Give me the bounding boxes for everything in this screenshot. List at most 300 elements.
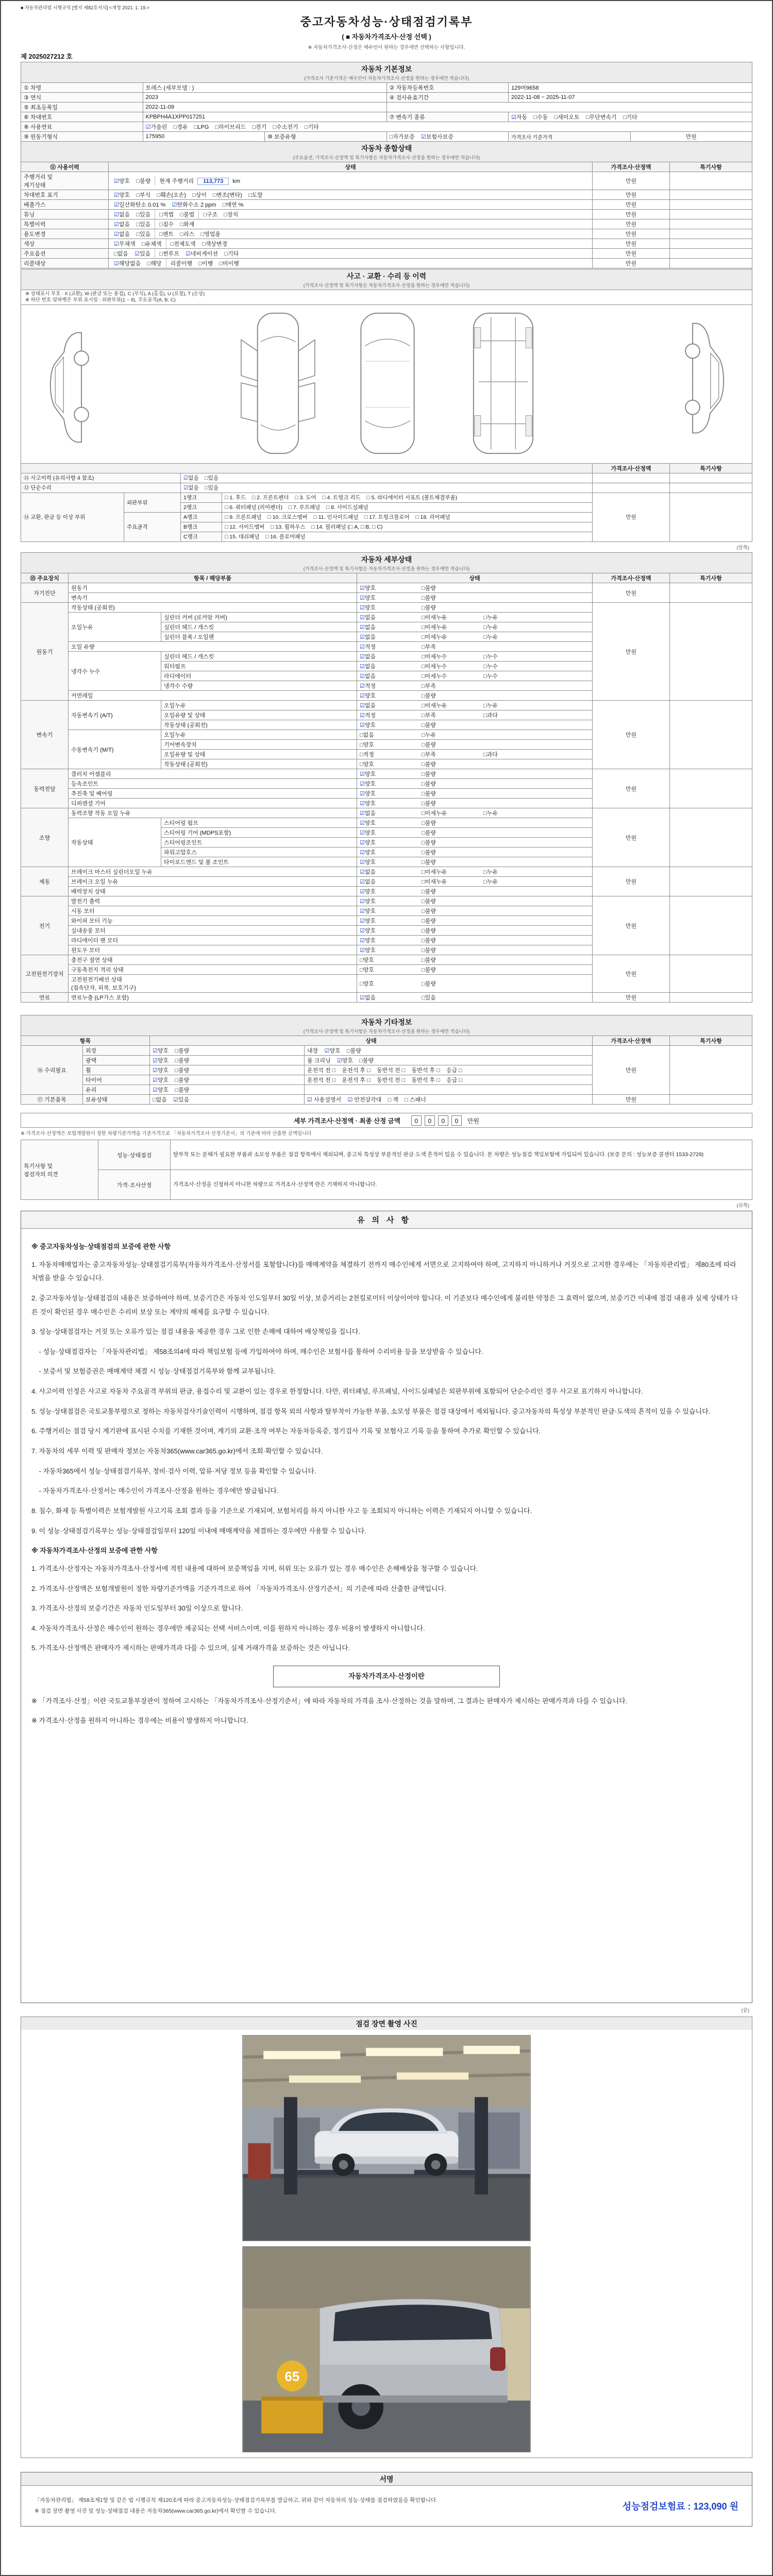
state-cell: ☑무채색 □유채색 □전체도색 □색상변경 — [109, 239, 593, 249]
part-label: 실린더 블록 / 오일팬 — [161, 632, 357, 642]
notice-item: 2. 가격조사·산정액은 보험개발원이 정한 차량기준가액을 기준가격으로 하여 「자동차가격조사·산정기준서」의 기준에 따라 산출한 금액입니다. — [31, 1584, 446, 1592]
state-cell: ☑양호 □불량 — [357, 906, 593, 916]
item-group-label: 냉각수 누수 — [69, 652, 161, 691]
device-label: 변속기 — [21, 701, 69, 769]
overall-col-price: 가격조사·산정액 — [593, 162, 670, 172]
basic-items-label: ⑰ 기본품목 — [21, 1095, 83, 1105]
overall-row — [21, 239, 752, 249]
page-marker-front: (앞쪽) — [736, 545, 749, 551]
table-row — [21, 122, 752, 132]
part-label: 기어변속장치 — [161, 740, 357, 750]
item-label: 윈도우 모터 — [69, 945, 357, 955]
detail-row — [21, 769, 752, 779]
overall-row — [21, 172, 752, 190]
part-label: 타이로드엔드 및 볼 조인트 — [161, 857, 357, 867]
accident-col-price: 가격조사·산정액 — [593, 463, 670, 473]
document-title-note: ※ 자동차가격조사·산정은 매수인이 원하는 경우에만 선택하는 사항입니다. — [308, 45, 465, 50]
detail-col-item: 항목 / 해당부품 — [69, 573, 357, 583]
inspection-photo-underbody — [242, 2246, 531, 2452]
rank-name: 2랭크 — [181, 502, 222, 512]
price-unit-cell: 만원 — [593, 249, 670, 259]
main-frame-label: 주요골격 — [124, 512, 181, 541]
pricing-table — [21, 1113, 752, 1128]
state-cell: ☑없음 □있음 □적법 □불법 □구조 □장치 — [109, 210, 593, 219]
insurance-premium — [623, 2499, 738, 2513]
detail-header — [21, 552, 752, 573]
notice-item: 8. 침수, 화재 등 특별이력은 보험개발원 사고기록 조회 결과 등을 기준으로 기재되며, 보험처리를 하지 아니한 사고 등 조회되지 아니하는 이력은 기재되지 아니할 수 있습니다. — [31, 1506, 532, 1515]
state-cell: ☑양호 □불량 — [357, 838, 593, 848]
accident-history-label: ⑫ 사고이력 (유의사항 4 참조) — [21, 473, 181, 483]
item-label: 충전구 절연 상태 — [69, 955, 357, 965]
repair-needed-label: ⑯ 수리필요 — [21, 1046, 83, 1095]
part-label: 실린더 헤드 / 개스킷 — [161, 652, 357, 662]
price-unit-cell: 만원 — [593, 701, 670, 769]
state-cell: ☑양호 □불량 — [357, 593, 593, 603]
part-label: 작동상태 (공회전) — [161, 720, 357, 730]
price-digit: 0 — [438, 1115, 448, 1126]
note-cell — [670, 867, 752, 896]
price-digit: 0 — [411, 1115, 422, 1126]
etc-item-label: 타이어 — [83, 1075, 150, 1085]
opinion-text: 탈부착 또는 분해가 필요한 부품과 소모성 부품은 점검 항목에서 제외되며, 중고차 특성상 부분적인 판금·도색 흔적이 있을 수 있습니다. 본 차량은 성능점검 책임보험에 가입되어 있습니다. (보증 문의 : 성능보증 콜센터 1533-2729) — [171, 1140, 752, 1170]
overall-row — [21, 210, 752, 219]
basic-value-first-registration: 2022-11-09 — [143, 103, 386, 112]
price-unit-cell: 만원 — [593, 493, 670, 541]
signature-statement-2: ※ 점검 장면 촬영 사진 및 성능·상태점검 내용은 자동차365(www.car365.go.kr)에서 확인할 수 있습니다. — [35, 2508, 277, 2514]
device-label: 제동 — [21, 867, 69, 896]
price-unit-cell: 만원 — [593, 229, 670, 239]
notice-item: - 자동차가격조사·산정서는 매수인이 가격조사·산정을 원하는 경우에만 발급됩니다. — [31, 1487, 279, 1495]
state-cell: ☑양호 □불량 현재 주행거리 113,773 km — [109, 172, 593, 190]
notice-item: - 보증서 및 보험증권은 매매계약 체결 시 성능·상태점검기록부와 함께 교부됩니다. — [31, 1367, 276, 1376]
rank-name: 1랭크 — [181, 493, 222, 502]
extra-cell: ☑ 사용설명서 ☑ 안전삼각대 □ 잭 □ 스패너 — [305, 1095, 593, 1105]
state-cell: ☑양호 □불량 — [150, 1075, 305, 1085]
table-header-row — [21, 1036, 752, 1046]
state-cell: □양호 □불량 — [357, 955, 593, 965]
accident-title: 사고 · 교환 · 수리 등 이력 — [346, 272, 427, 280]
part-label: 워터펌프 — [161, 662, 357, 671]
device-label: 연료 — [21, 993, 69, 1003]
basic-value-fuel: ☑가솔린 □경유 □LPG □하이브리드 □전기 □수소전기 □기타 — [143, 122, 752, 132]
state-cell: ☑없음 □미세누유 □누유 — [357, 808, 593, 818]
basic-label-first-registration: ⑤ 최초등록일 — [21, 103, 143, 112]
item-group-label: 자동변속기 (A/T) — [69, 701, 161, 730]
note-cell — [670, 259, 752, 268]
state-cell: ☑없음 □미세누유 □누유 — [357, 622, 593, 632]
table-row — [21, 83, 752, 93]
part-label: 작동상태 (공회전) — [161, 759, 357, 769]
state-cell: ☑없음 □미세누유 □누유 — [357, 701, 593, 710]
basic-label-inspection-period: ④ 검사유효기간 — [386, 93, 509, 103]
overall-title: 자동차 종합상태 — [361, 144, 412, 152]
notice-item: 4. 사고이력 인정은 사고로 자동차 주요골격 부위의 판금, 용접수리 및 교환이 있는 경우로 한정합니다. 다만, 쿼터패널, 루프패널, 사이드실패널은 외판부위에 포함되어 단순수리인 경우 사고로 표기하지 아니합니다. — [31, 1387, 643, 1396]
state-cell: ☑해당없음 □해당 리콜이행 □이행 □미이행 — [109, 259, 593, 268]
photo-area — [21, 2030, 752, 2458]
accident-table — [21, 463, 752, 542]
basic-info-table — [21, 82, 752, 142]
use-history-label: 배출가스 — [21, 200, 109, 210]
state-cell: □양호 □불량 — [357, 759, 593, 769]
device-label: 자기진단 — [21, 583, 69, 603]
note-cell — [670, 993, 752, 1003]
part-label: 라디에이터 — [161, 671, 357, 681]
etc-col-item: 항목 — [21, 1036, 150, 1046]
price-unit-cell: 만원 — [593, 993, 670, 1003]
overall-note: (주요옵션, 가격조사·산정액 및 특기사항은 자동차가격조사·산정을 원하는 경우에만 적습니다) — [293, 155, 480, 160]
rank-items: □ 9. 프론트패널 □ 10. 크로스멤버 □ 11. 인사이드패널 □ 17. 트렁크플로어 □ 18. 리어패널 — [222, 512, 593, 522]
state-cell: ☑적정 □부족 — [357, 642, 593, 652]
photos-title: 점검 장면 촬영 사진 — [356, 2020, 417, 2028]
basic-empty-cell — [386, 103, 752, 112]
part-label: 스티어링 펌프 — [161, 818, 357, 828]
car-underbody-view — [474, 313, 533, 453]
part-label: 오일유량 및 상태 — [161, 750, 357, 759]
section-signature — [21, 2472, 752, 2527]
rank-name: B랭크 — [181, 522, 222, 532]
detail-title: 자동차 세부상태 — [361, 555, 412, 564]
item-label: 추진축 및 베어링 — [69, 789, 357, 799]
accident-row — [21, 473, 752, 483]
note-cell — [670, 172, 752, 190]
item-label: 등속조인트 — [69, 779, 357, 789]
rank-name: A랭크 — [181, 512, 222, 522]
state-cell: ☑적정 □부족 — [357, 681, 593, 691]
state-cell: ☑양호 □불량 — [357, 603, 593, 613]
etc-item-label: 휠 — [83, 1065, 150, 1075]
item-label: 와이퍼 모터 기능 — [69, 916, 357, 926]
table-row — [21, 112, 752, 122]
notice-item: 6. 주행거리는 점검 당시 계기판에 표시된 수치를 기재한 것이며, 계기의 교환·조작 여부는 자동차등록증, 정기검사 기록 및 보험사고 기록 등을 통하여 추가로 확인할 수 있습니다. — [31, 1427, 541, 1435]
note-cell — [670, 229, 752, 239]
rank-name: C랭크 — [181, 532, 222, 541]
extra-cell: 운전석 전 □ 운전석 후 □ 동반석 전 □ 동반석 후 □ 응급 □ — [305, 1065, 593, 1075]
item-group-label: 작동상태 — [69, 818, 161, 867]
final-price-cell: 세부 가격조사·산정액 · 최종 산정 금액 0 0 0 0 만원 — [21, 1113, 752, 1128]
state-cell: ☑없음 □미세누유 □누유 — [357, 632, 593, 642]
insurance-premium-unit: 원 — [729, 2501, 738, 2512]
note-cell — [670, 701, 752, 769]
photo-underbody-scene — [243, 2247, 530, 2452]
accident-header-row — [21, 463, 752, 473]
notice-item: 3. 가격조사·산정의 보증기간은 자동차 인도일부터 30일 이상으로 합니다. — [31, 1604, 243, 1613]
detail-col-state: 상태 — [357, 573, 593, 583]
device-label: 전기 — [21, 896, 69, 955]
signature-statement-1: 「자동차관리법」 제58조제1항 및 같은 법 시행규칙 제120조에 따라 중고자동차성능·상태점검기록부를 발급하고, 위와 같이 자동차의 성능·상태를 점검하였음을 확인합니다. — [35, 2497, 438, 2503]
overall-row — [21, 219, 752, 229]
photos-header — [21, 2016, 752, 2030]
part-label: 실린더 커버 (로커암 커버) — [161, 613, 357, 622]
rank-items: □ 15. 대쉬패널 □ 16. 플로어패널 — [222, 532, 593, 541]
price-unit-cell: 만원 — [593, 239, 670, 249]
overall-row — [21, 229, 752, 239]
pricing-legend: ※ 가격조사·산정액은 보험개발원이 정한 차량기준가액을 기준가격으로 「자동차가격조사·산정기준서」의 기준에 따라 산출한 금액입니다 — [21, 1131, 312, 1137]
overall-row — [21, 200, 752, 210]
notice-item: 5. 성능·상태점검은 국토교통부령으로 정하는 자동차검사기술인력이 시행하며, 점검 항목 외의 사항과 탈부착이 가능한 부품, 소모성 부품은 점검 대상에서 제외됩니다. 중고자동차의 특성상 부분적인 판금·도색의 흔적이 있을 수 있습니다. — [31, 1407, 711, 1415]
basic-label-fuel: ⑧ 사용연료 — [21, 122, 143, 132]
section-overall-condition — [21, 141, 752, 268]
state-cell: ☑양호 □불량 — [357, 926, 593, 936]
part-label: 오일누유 — [161, 730, 357, 740]
accident-legend-codes: ※ 상태표시 부호 : X (교환), W (판금 또는 용접), C (부식), A (흠집), U (요철), T (손상) — [25, 291, 205, 297]
basic-label-car-name: ① 차명 — [21, 83, 143, 93]
use-history-label: 튜닝 — [21, 210, 109, 219]
accident-legend-zones: ※ 하단 번호·알파벳은 부위 표시임 : 외판부위(1 ~ 8), 주요골격(A, B, C) — [25, 297, 176, 303]
rank-items: □ 6. 쿼터패널 (리어펜더) □ 7. 루프패널 □ 8. 사이드실패널 — [222, 502, 593, 512]
note-cell — [670, 896, 752, 955]
state-cell: ☑적정 □부족 □과다 — [357, 710, 593, 720]
notice-item: 2. 중고자동차성능·상태점검의 내용은 보증하여야 하며, 보증기간은 자동차 인도일부터 30일 이상, 보증거리는 2천킬로미터 이상이어야 합니다. 이 기준보다 매수인에게 불리한 약정은 그 효력이 없으며, 보증기간 이내에 점검 내용과 실제 상태가 다른 것이 확인된 경우 매수인은 수리비 보상 또는 계약의 해제를 요구할 수 있습니다. — [31, 1294, 738, 1316]
part-label: 오일누유 — [161, 701, 357, 710]
document-title-block — [21, 13, 752, 50]
table-row — [21, 132, 752, 142]
opinion-row — [21, 1170, 752, 1200]
detail-col-note: 특기사항 — [670, 573, 752, 583]
page-marker-end: (끝) — [741, 2008, 749, 2013]
notice-heading: 유의사항 — [21, 1211, 752, 1229]
note-cell — [670, 239, 752, 249]
etc-table — [21, 1036, 752, 1105]
use-history-label: 차대번호 표기 — [21, 190, 109, 200]
insurance-premium-value: 123,090 — [693, 2501, 727, 2512]
item-label: 오일 유량 — [69, 642, 357, 652]
etc-note: (가격조사·산정액 및 특기사항은 자동차가격조사·산정을 원하는 경우에만 적습니다) — [303, 1029, 470, 1034]
note-cell — [670, 210, 752, 219]
extra-cell: 운전석 전 □ 운전석 후 □ 동반석 전 □ 동반석 후 □ 응급 □ — [305, 1075, 593, 1085]
state-cell: ☑양호 □불량 — [357, 799, 593, 808]
basic-value-warranty-type: □자가보증 ☑보험사보증 — [386, 132, 509, 142]
price-unit-cell: 만원 — [593, 1046, 670, 1095]
item-label: 시동 모터 — [69, 906, 357, 916]
opinion-section-label: 특기사항 및 점검자의 의견 — [21, 1140, 98, 1200]
state-cell: ☑양호 □불량 — [150, 1065, 305, 1075]
item-label: 동력조향 작동 오일 누유 — [69, 808, 357, 818]
note-cell — [670, 219, 752, 229]
etc-col-note: 특기사항 — [670, 1036, 752, 1046]
price-unit-cell: 만원 — [593, 1095, 670, 1105]
accident-col-note: 특기사항 — [670, 463, 752, 473]
accident-col-spacer — [21, 463, 593, 473]
part-label: 스티어링 기어 (MDPS포함) — [161, 828, 357, 838]
section-inspection-photos — [21, 2016, 752, 2458]
price-unit-cell: 만원 — [593, 190, 670, 200]
document-number: 제 2025027212 호 — [21, 53, 73, 60]
note-cell — [670, 808, 752, 867]
detail-row — [21, 701, 752, 710]
car-diagram-wrap — [21, 304, 752, 463]
price-unit-cell: 만원 — [593, 210, 670, 219]
car-side-right — [685, 324, 724, 433]
panel-rank-row — [21, 493, 752, 502]
note-cell — [670, 769, 752, 808]
state-cell: ☑양호 □불량 — [357, 583, 593, 593]
exchange-section-label: ⑭ 교환, 판금 등 이상 부위 — [21, 493, 124, 541]
basic-value-car-name: 토레스 (세부모델 : ) — [143, 83, 386, 93]
use-history-label: 특별이력 — [21, 219, 109, 229]
note-cell — [670, 1046, 752, 1095]
section-notice — [21, 1211, 752, 2003]
notice-item: ※ 가격조사·산정을 원하지 아니하는 경우에는 비용이 발생하지 아니합니다. — [31, 1717, 248, 1725]
notice-item: 7. 자동차의 세부 이력 및 판매자 정보는 자동차365(www.car365.go.kr)에서 조회·확인할 수 있습니다. — [31, 1447, 323, 1455]
price-unit-cell: 만원 — [593, 808, 670, 867]
overall-row — [21, 190, 752, 200]
etc-col-state: 상태 — [150, 1036, 593, 1046]
part-label: 파워고압호스 — [161, 848, 357, 857]
item-label: 디퍼렌셜 기어 — [69, 799, 357, 808]
car-side-left — [51, 332, 89, 442]
state-cell: ☑양호 □불량 — [357, 789, 593, 799]
item-label: 커먼레일 — [69, 691, 357, 701]
extra-cell: 내장 ☑양호 □불량 — [305, 1046, 593, 1056]
opinion-text: 가격조사·산정을 신청하지 아니한 차량으로 가격조사·산정액 란은 기재하지 아니합니다. — [171, 1170, 752, 1200]
item-label: 고전원전기배선 상태 (접속단자, 피복, 보호기구) — [69, 975, 357, 993]
etc-col-price: 가격조사·산정액 — [593, 1036, 670, 1046]
basic-value-base-price: 만원 — [630, 132, 752, 142]
part-label: 오일유량 및 상태 — [161, 710, 357, 720]
basic-value-plate: 129머9658 — [509, 83, 752, 93]
state-cell: ☑양호 □불량 — [357, 945, 593, 955]
basic-info-note: (가격조사 기준가격은 매수인이 자동차가격조사·산정을 원하는 경우에만 적습니다) — [304, 76, 469, 81]
detail-row — [21, 955, 752, 965]
simple-repair-value: ☑없음 □있음 — [181, 483, 593, 493]
state-cell: ☑양호 □불량 — [357, 896, 593, 906]
car-damage-diagram — [21, 306, 753, 460]
inspection-photo-lift — [242, 2035, 531, 2241]
note-cell — [670, 249, 752, 259]
detail-row — [21, 896, 752, 906]
note-cell — [670, 483, 752, 493]
note-cell — [670, 583, 752, 603]
state-cell: □양호 □불량 — [357, 965, 593, 975]
device-label: 원동기 — [21, 603, 69, 701]
signature-body — [21, 2485, 752, 2526]
accident-history-value: ☑없음 □있음 — [181, 473, 593, 483]
state-cell: ☑양호 □불량 — [150, 1085, 305, 1095]
signature-title: 서명 — [379, 2475, 394, 2483]
price-unit-cell: 만원 — [593, 955, 670, 993]
state-cell: ☑없음 □미세누유 □누유 — [357, 877, 593, 887]
etc-row — [21, 1095, 752, 1105]
price-cell — [593, 483, 670, 493]
state-cell: ☑양호 □불량 — [357, 857, 593, 867]
use-history-label: 주요옵션 — [21, 249, 109, 259]
state-cell: ☑없음 □미세누수 □누수 — [357, 662, 593, 671]
accident-header — [21, 269, 752, 290]
etc-row — [21, 1046, 752, 1056]
part-label: 실린더 헤드 / 개스킷 — [161, 622, 357, 632]
section-final-price — [21, 1113, 752, 1137]
form-reference: ■ 자동차관리법 시행규칙 [별지 제82호서식] <개정 2021. 1. 19.> — [21, 5, 149, 10]
overall-row — [21, 249, 752, 259]
detail-row — [21, 583, 752, 593]
overall-row — [21, 259, 752, 268]
outer-panel-label: 외판부위 — [124, 493, 181, 512]
price-unit-cell: 만원 — [593, 259, 670, 268]
notice-item: 4. 자동차가격조사·산정은 매수인이 원하는 경우에만 제공되는 선택 서비스이며, 이를 원하지 아니하는 경우 비용이 발생하지 아니합니다. — [31, 1624, 425, 1632]
use-history-label: 색상 — [21, 239, 109, 249]
notice-item: - 성능·상태점검자는 「자동차관리법」 제58조의4에 따라 책임보험 등에 가입하여야 하며, 매수인은 보험사를 통하여 수리비용 등을 보상받을 수 있습니다. — [31, 1347, 483, 1355]
notice-item: 9. 이 성능·상태점검기록부는 성능·상태점검일부터 120일 이내에 매매계약을 체결하는 경우에만 사용할 수 있습니다. — [31, 1527, 366, 1535]
etc-item-label: 유리 — [83, 1085, 150, 1095]
insurance-premium-label: 성능점검보험료 : — [622, 2501, 691, 2512]
price-digit: 0 — [451, 1115, 462, 1126]
opinion-table — [21, 1140, 752, 1200]
note-cell — [670, 1095, 752, 1105]
accident-note: (가격조사·산정액 및 특기사항은 자동차가격조사·산정을 원하는 경우에만 적습니다) — [303, 283, 470, 288]
use-history-label: 용도변경 — [21, 229, 109, 239]
basic-label-transmission: ⑦ 변속기 종류 — [386, 112, 509, 122]
car-roof-view — [361, 313, 414, 453]
item-label: 클러치 어셈블리 — [69, 769, 357, 779]
item-label: 브레이크 마스터 실린더오일 누유 — [69, 867, 357, 877]
overall-header — [21, 141, 752, 162]
table-header-row — [21, 162, 752, 172]
overall-col-use: ⑪ 사용이력 — [21, 162, 109, 172]
basic-label-warranty-type: ⑩ 보증유형 — [265, 132, 387, 142]
basic-value-inspection-period: 2022-11-08 ~ 2025-11-07 — [509, 93, 752, 103]
opinion-who-label: 성능·상태점검 — [98, 1140, 171, 1170]
section-basic-info — [21, 62, 752, 142]
state-cell: ☑없음 □미세누유 □누유 — [357, 613, 593, 622]
price-definition-box: 자동차가격조사·산정이란 — [273, 1666, 500, 1687]
table-header-row — [21, 573, 752, 583]
state-cell: □없음 ☑있음 □썬루프 ☑네비게이션 □기타 — [109, 249, 593, 259]
state-cell: □적정 □부족 □과다 — [357, 750, 593, 759]
use-history-label: 리콜대상 — [21, 259, 109, 268]
price-unit-cell: 만원 — [593, 172, 670, 190]
detail-table — [21, 573, 752, 1003]
section-etc-info — [21, 1015, 752, 1105]
item-label: 연료누출 (LP가스 포함) — [69, 993, 357, 1003]
state-cell: ☑양호 □불량 — [357, 916, 593, 926]
table-row — [21, 1113, 752, 1128]
state-cell: ☑양호 □불량 — [357, 720, 593, 730]
item-group-label: 수동변속기 (M/T) — [69, 730, 161, 769]
basic-label-model-year: ③ 연식 — [21, 93, 143, 103]
photo-badge: 65 — [284, 2369, 300, 2384]
note-cell — [670, 493, 752, 541]
etc-item-label: 외장 — [83, 1046, 150, 1056]
price-digit: 0 — [425, 1115, 435, 1126]
note-cell — [670, 603, 752, 701]
state-cell: □없음 ☑있음 — [150, 1095, 305, 1105]
notice-body — [21, 1229, 752, 1742]
item-label: 브레이크 오일 누유 — [69, 877, 357, 887]
rank-items: □ 1. 후드 □ 2. 프론트펜더 □ 3. 도어 □ 4. 트렁크 리드 □ 5. 라디에이터 서포트 (볼트체결부품) — [222, 493, 593, 502]
state-cell: ☑없음 □미세누수 □누수 — [357, 671, 593, 681]
notice-item: 1. 자동차매매업자는 중고자동차성능·상태점검기록부(자동차가격조사·산정서를 포함합니다)를 매매계약을 체결하기 전까지 매수인에게 서면으로 고지하여야 하며, 고지하지 아니하거나 거짓으로 고지한 경우에는 「자동차관리법」 제80조에 따라 처벌을 받을 수 있습니다. — [31, 1260, 736, 1282]
price-unit-cell: 만원 — [593, 219, 670, 229]
overall-table — [21, 162, 752, 268]
state-cell: ☑양호 □불량 — [357, 848, 593, 857]
notice-item: 3. 성능·상태점검자는 거짓 또는 오류가 있는 점검 내용을 제공한 경우 그로 인한 손해에 대하여 배상책임을 집니다. — [31, 1328, 361, 1336]
state-cell: ☑양호 □부식 □훼손(오손) □상이 □변조(변타) □도말 — [109, 190, 593, 200]
basic-label-plate: ② 자동차등록번호 — [386, 83, 509, 93]
section-detail-condition — [21, 552, 752, 1003]
device-label: 동력전달 — [21, 769, 69, 808]
detail-col-price: 가격조사·산정액 — [593, 573, 670, 583]
note-cell — [670, 200, 752, 210]
state-cell: ☑없음 □있음 □렌트 □리스 □영업용 — [109, 229, 593, 239]
state-cell: ☑양호 □불량 — [357, 887, 593, 896]
detail-row — [21, 808, 752, 818]
etc-item-label: 보유상태 — [83, 1095, 150, 1105]
price-unit-cell: 만원 — [593, 603, 670, 701]
etc-header — [21, 1015, 752, 1036]
notice-item: 5. 가격조사·산정액은 판매자가 제시하는 판매가격과 다를 수 있으며, 실제 거래가격을 보증하는 것은 아닙니다. — [31, 1644, 350, 1652]
notice-subheading-inspection: ※ 중고자동차성능·상태점검의 보증에 관한 사항 — [31, 1243, 171, 1250]
item-label: 실내송풍 모터 — [69, 926, 357, 936]
